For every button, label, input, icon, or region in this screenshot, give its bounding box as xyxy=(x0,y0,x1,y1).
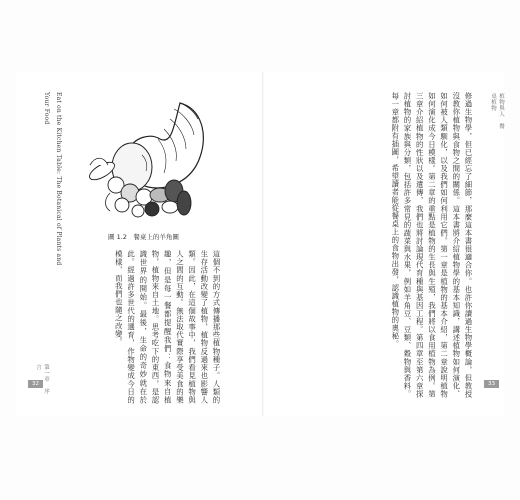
right-page-body-text: 修過生物學，但已經忘了細節，那麼這本書很適合你。也許你讀過生物學概論，但教授沒教你植物與食物之間的關係。這本書將介紹植物學的基本知識，講述植物如何演化、如何被人類馴化，以及我們如何利用它們。第一章是植物的基本介紹，第二章說明植物如何演化成今日模樣。第二章的重點是植物的生長與生殖，我們將以食用植物為例。第三章介紹植物的性狀以及遺傳，我們也將討論現代育種與基因工程。第四章至第六章探討植物的家族與分類，包括許多常見的蔬菜與水果，例如羊角豆、豆類、穀物與香料。每一章都附有插圖，希望讀者能從餐桌上的食物出發，認識植物的奧秘。 xyxy=(390,92,473,398)
figure-caption: 圖 1.2 餐桌上的羊角圖 xyxy=(108,233,179,241)
left-page-number: 32 xyxy=(28,380,43,388)
right-page-number: 33 xyxy=(484,380,499,388)
left-page-vertical-header: Eat on the Kitchen Table: The Botanical of Plants and Your Food xyxy=(43,92,62,266)
left-running-head: 第一章 序言 xyxy=(35,364,49,394)
left-page-body-text: 這個不到的方式傳播那些植物種子。人類的生存活動改變了植物，植物反過來也影響人類。因此，在這個故事中，我們看見植物與人之間的互動。無法取代實際享受美食的樂趣，但是每一餐都提醒我們：食物來自植物，植物來自土地。思考吃下的東西，是認識世界的開始。最後，生命的奇妙就在於此。經過許多世代的選育，作物變成今日的模樣，而我們也隨之改變。 xyxy=(114,250,221,404)
right-running-head: 植物與人 餐桌植物 xyxy=(490,93,504,129)
cornucopia-illustration xyxy=(82,95,210,225)
